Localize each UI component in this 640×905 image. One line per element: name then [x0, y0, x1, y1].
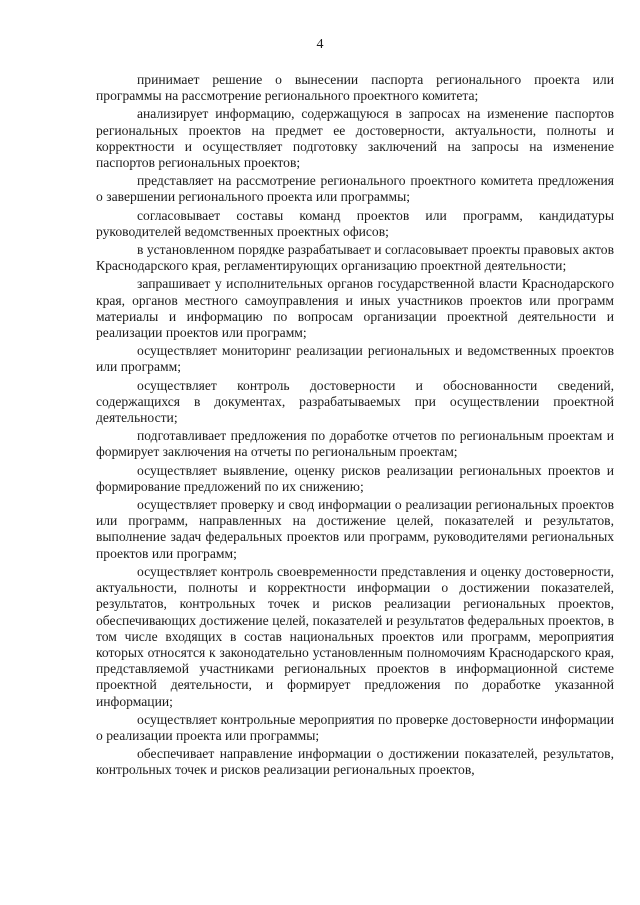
page-number: 4	[316, 37, 324, 52]
document-body	[96, 72, 614, 781]
paragraph: анализирует информацию, содержащуюся в запросах на изменение паспортов региональных проектов на предмет ее достоверности, актуальности, полноты и корректности и осуществляет подготовку заключений на запросы на изменение паспортов региональных проектов;	[96, 106, 614, 171]
paragraph: в установленном порядке разрабатывает и согласовывает проекты правовых актов Краснодарского края, регламентирующих организацию проектной деятельности;	[96, 242, 614, 274]
paragraph: согласовывает составы команд проектов или программ, кандидатуры руководителей ведомственных проектных офисов;	[96, 207, 614, 239]
paragraph: осуществляет проверку и свод информации о реализации региональных проектов или программ, направленных на достижение целей, показателей и результатов, выполнение задач федеральных проектов или программ, руководителями региональных проектов или программ;	[96, 497, 614, 561]
paragraph: осуществляет выявление, оценку рисков реализации региональных проектов и формирование предложений по их снижению;	[96, 462, 614, 494]
paragraph: осуществляет контроль достоверности и обоснованности сведений, содержащихся в документах, разрабатываемых при осуществлении проектной деятельности;	[96, 377, 614, 426]
paragraph: представляет на рассмотрение регионального проектного комитета предложения о завершении регионального проекта или программы;	[96, 173, 614, 205]
paragraph: осуществляет контроль своевременности представления и оценку достоверности, актуальности, полноты и корректности информации о достижении показателей, результатов, контрольных точек и рисков реализации региональных проектов, обеспечивающих достижение целей, показателей и результатов федеральных проектов, в том числе входящих в состав национальных проектов или программ, мероприятия которых относятся к законодательно установленным полномочиям Краснодарского края, представляемой участниками региональных проектов в информационной системе проектной деятельности, и формирует предложения по доработке указанной информации;	[96, 563, 614, 709]
paragraph: осуществляет мониторинг реализации региональных и ведомственных проектов или программ;	[96, 343, 614, 375]
paragraph: принимает решение о вынесении паспорта регионального проекта или программы на рассмотрение регионального проектного комитета;	[96, 72, 614, 104]
paragraph: подготавливает предложения по доработке отчетов по региональным проектам и формирует заключения на отчеты по региональным проектам;	[96, 428, 614, 460]
paragraph: запрашивает у исполнительных органов государственной власти Краснодарского края, органов местного самоуправления и иных участников проектов или программ материалы и информацию по вопросам организации проектной деятельности и реализации проектов или программ;	[96, 276, 614, 341]
paragraph: обеспечивает направление информации о достижении показателей, результатов, контрольных точек и рисков реализации региональных проектов,	[96, 746, 614, 778]
paragraph: осуществляет контрольные мероприятия по проверке достоверности информации о реализации проекта или программы;	[96, 711, 614, 743]
